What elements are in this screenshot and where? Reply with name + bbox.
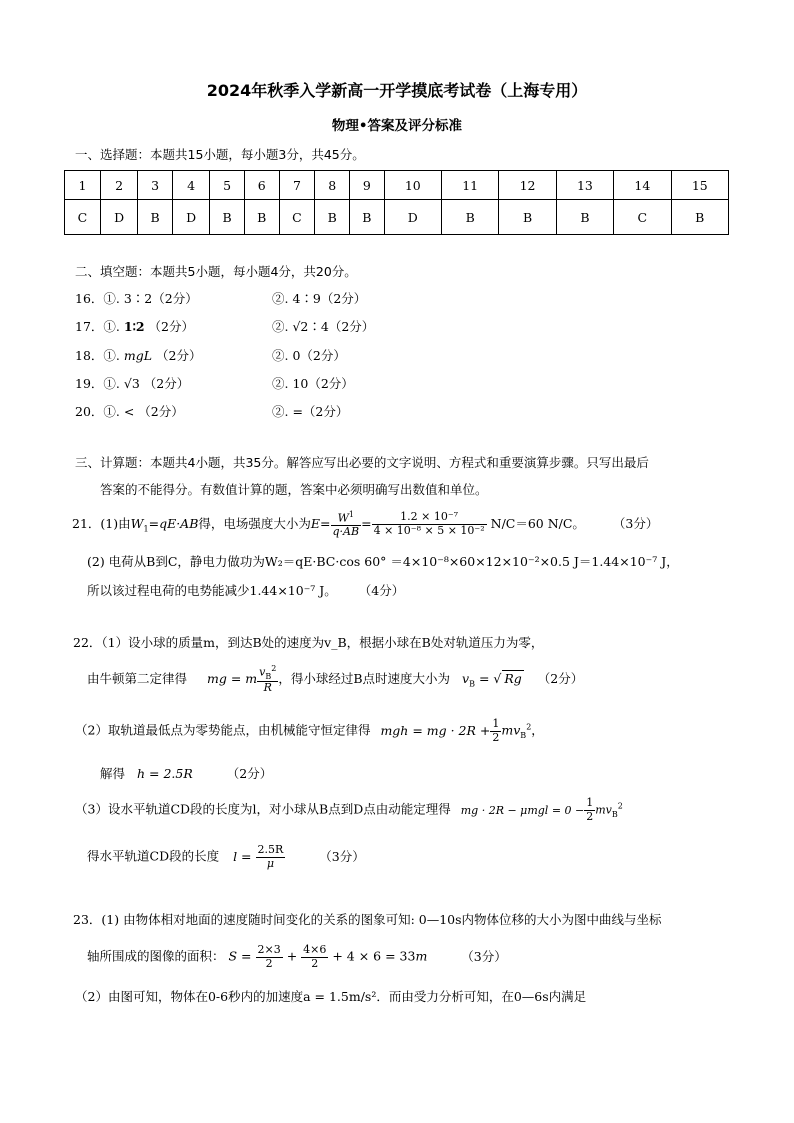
q23-line2: 轴所围成的图像的面积： S = $\frac{2\times 3}{2}$ + $\frac{4\times 6}{2}$ + 4 × 6 = 33m （3分）: [87, 943, 507, 970]
fill-item-17-answer2: ②. √2∶4（2分）: [272, 319, 375, 334]
q23-line3: （2）由图可知，物体在0-6秒内的加速度a = 1.5m/s²．而由受力分析可知，在0—6s内满足: [75, 989, 587, 1004]
fill-item-18: 18．①. mgL （2分）: [75, 348, 202, 363]
answer-cell: D: [384, 200, 441, 235]
section3-heading-line1: 三、计算题：本题共4小题，共35分。解答应写出必要的文字说明、方程式和重要演算步骤。只写出最后: [75, 455, 649, 470]
answer-cell: D: [172, 200, 209, 235]
q22-line1: 22．（1）设小球的质量m，到达B处的速度为v_B，根据小球在B处对轨道压力为零，: [73, 635, 544, 650]
q21-line3: 所以该过程电荷的电势能减少1.44×10⁻⁷ J。 （4分）: [87, 583, 405, 598]
question-number-cell: 4: [172, 171, 209, 200]
answer-cell: B: [350, 200, 385, 235]
question-number-cell: 9: [350, 171, 385, 200]
fill-item-18-answer2: ②. 0（2分）: [272, 348, 346, 363]
question-number-cell: 1: [65, 171, 101, 200]
answer-cell: C: [65, 200, 101, 235]
q22-line6: 得水平轨道CD段的长度 l = $\frac{2.5R}{\mu}$ （3分）: [87, 843, 365, 870]
q22-line5: （3）设水平轨道CD段的长度为l，对小球从B点到D点由动能定理得 mg · 2R − μmgl = 0 − $\frac{1}{2}$ $mv_B^2$: [75, 796, 623, 823]
q21-line1: 21．(1)由$W_1=qE\cdot AB$得，电场强度大小为E= $\frac{W^1}{q\cdot AB}$ = $\frac{\text{1.2 × 10⁻⁷}}{\text{4 × 10⁻⁸ × 5 × 10⁻²}}$ N/C＝60 N/C。 （3分）: [72, 510, 659, 539]
question-number-cell: 5: [210, 171, 245, 200]
question-number-cell: 8: [315, 171, 350, 200]
page-subtitle: 物理•答案及评分标准: [331, 118, 463, 134]
question-number-cell: 13: [556, 171, 613, 200]
answer-row: [65, 200, 729, 235]
question-number-cell: 6: [244, 171, 279, 200]
q21-line2: (2) 电荷从B到C，静电力做功为W₂＝qE·BC·cos 60° ＝4×10⁻⁸×60×12×10⁻²×0.5 J＝1.44×10⁻⁷ J，: [87, 554, 679, 569]
question-number-cell: 14: [614, 171, 671, 200]
answer-cell: B: [244, 200, 279, 235]
section2-heading: 二、填空题：本题共5小题，每小题4分，共20分。: [75, 264, 357, 279]
fill-item-19-answer2: ②. 10（2分）: [272, 376, 354, 391]
q22-line4: 解得 h = 2.5R （2分）: [100, 766, 273, 781]
answer-cell: B: [671, 200, 728, 235]
fill-item-19: 19．①. √3 （2分）: [75, 376, 190, 391]
question-number-cell: 7: [279, 171, 315, 200]
answer-cell: B: [210, 200, 245, 235]
question-number-row: [65, 171, 729, 200]
fill-item-17: 17．①. 1∶2 （2分）: [75, 319, 194, 334]
fill-item-16-answer2: ②. 4∶9（2分）: [272, 291, 367, 306]
answer-cell: B: [315, 200, 350, 235]
page-title: 2024年秋季入学新高一开学摸底考试卷（上海专用）: [206, 81, 588, 100]
answer-cell: B: [138, 200, 173, 235]
section3-heading-line2: 答案的不能得分。有数值计算的题，答案中必须明确写出数值和单位。: [100, 482, 488, 497]
answer-cell: C: [614, 200, 671, 235]
fill-item-20: 20．①. < （2分）: [75, 404, 184, 419]
fill-item-20-answer2: ②. =（2分）: [272, 404, 349, 419]
question-number-cell: 3: [138, 171, 173, 200]
answer-cell: D: [100, 200, 137, 235]
answer-cell: C: [279, 200, 315, 235]
fill-item-16: 16．①. 3∶2（2分）: [75, 291, 198, 306]
section1-heading: 一、选择题：本题共15小题，每小题3分，共45分。: [75, 147, 365, 162]
question-number-cell: 2: [100, 171, 137, 200]
q22-line3: （2）取轨道最低点为零势能点，由机械能守恒定律得 mgh = mg · 2R + $\frac{1}{2}$ $mv_B^2$，: [75, 717, 544, 744]
q23-line1: 23．(1) 由物体相对地面的速度随时间变化的关系的图象可知: 0—10s内物体位移的大小为图中曲线与坐标: [73, 912, 662, 927]
question-number-cell: 15: [671, 171, 728, 200]
answer-cell: B: [499, 200, 556, 235]
answer-cell: B: [441, 200, 498, 235]
answer-cell: B: [556, 200, 613, 235]
choice-answer-table: [64, 170, 729, 235]
question-number-cell: 12: [499, 171, 556, 200]
question-number-cell: 11: [441, 171, 498, 200]
question-number-cell: 10: [384, 171, 441, 200]
q22-line2: 由牛顿第二定律得 mg = m $\frac{v_B^2}{R}$ ，得小球经过B点时速度大小为 $v_B$ = √ Rg （2分）: [87, 664, 583, 695]
